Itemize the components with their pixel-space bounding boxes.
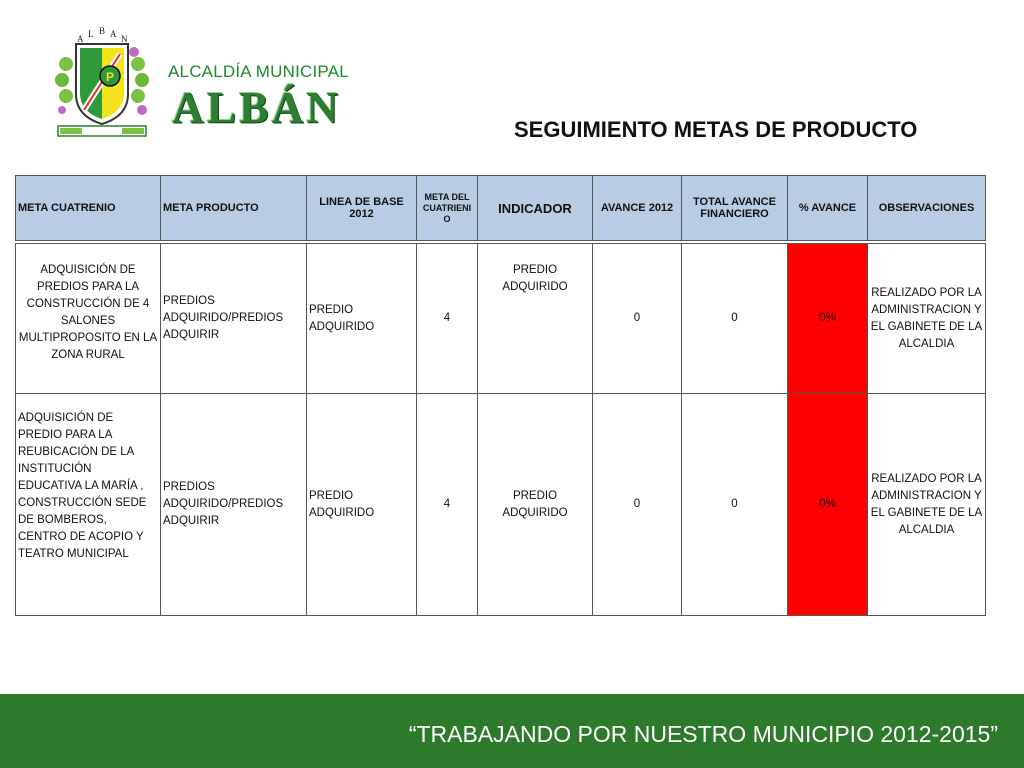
cell-indicador: PREDIO ADQUIRIDO (478, 244, 593, 394)
col-header-pct-avance: % AVANCE (788, 176, 868, 241)
svg-text:P: P (106, 70, 115, 84)
logo-letter: B (99, 26, 106, 36)
cell-meta-cuatrienio: 4 (417, 394, 478, 616)
col-header-meta-producto: META PRODUCTO (161, 176, 307, 241)
footer-bar (0, 694, 1024, 768)
cell-avance: 0 (593, 394, 682, 616)
table-row (16, 244, 986, 394)
cell-total-avance-financiero: 0 (682, 244, 788, 394)
cell-pct-avance: 0% (788, 244, 868, 394)
logo-letter: L (88, 29, 94, 39)
cell-total-avance-financiero: 0 (682, 394, 788, 616)
product-goals-table (15, 175, 986, 616)
cell-meta-producto: PREDIOS ADQUIRIDO/PREDIOS ADQUIRIR (161, 244, 307, 394)
org-name-wordmark: ALBÁN (172, 83, 342, 132)
col-header-total-avance-financiero: TOTAL AVANCE FINANCIERO (682, 176, 788, 241)
cell-pct-avance: 0% (788, 394, 868, 616)
cell-linea-base: PREDIO ADQUIRIDO (307, 394, 417, 616)
cell-meta-cuatrenio: ADQUISICIÓN DE PREDIO PARA LA REUBICACIÓN DE LA INSTITUCIÓN EDUCATIVA LA MARÍA , CONSTRUCCIÓN SEDE DE BOMBEROS, CENTRO DE ACOPIO Y TEATRO MUNICIPAL (16, 394, 161, 616)
cell-meta-cuatrienio: 4 (417, 244, 478, 394)
footer-slogan: “TRABAJANDO POR NUESTRO MUNICIPIO 2012-2015” (408, 721, 998, 747)
col-header-observaciones: OBSERVACIONES (868, 176, 986, 241)
cell-linea-base: PREDIO ADQUIRIDO (307, 244, 417, 394)
logo-letter: N (121, 34, 128, 44)
col-header-indicador: INDICADOR (478, 176, 593, 241)
cell-observaciones: REALIZADO POR LA ADMINISTRACION Y EL GABINETE DE LA ALCALDIA (868, 394, 986, 616)
col-header-meta-cuatrienio: META DEL CUATRIENI O (417, 176, 478, 241)
table-header-row (16, 176, 986, 241)
logo-letter: A (110, 29, 117, 39)
municipal-coat-of-arms-logo (50, 24, 154, 140)
cell-meta-producto: PREDIOS ADQUIRIDO/PREDIOS ADQUIRIR (161, 394, 307, 616)
cell-meta-cuatrenio: ADQUISICIÓN DE PREDIOS PARA LA CONSTRUCCIÓN DE 4 SALONES MULTIPROPOSITO EN LA ZONA RURAL (16, 244, 161, 394)
org-name-line1: ALCALDÍA MUNICIPAL (168, 62, 349, 81)
cell-avance: 0 (593, 244, 682, 394)
page-title: SEGUIMIENTO METAS DE PRODUCTO (514, 117, 918, 142)
table-row (16, 394, 986, 616)
cell-indicador: PREDIO ADQUIRIDO (478, 394, 593, 616)
col-header-avance: AVANCE 2012 (593, 176, 682, 241)
cell-observaciones: REALIZADO POR LA ADMINISTRACION Y EL GABINETE DE LA ALCALDIA (868, 244, 986, 394)
col-header-linea-base: LINEA DE BASE 2012 (307, 176, 417, 241)
col-header-meta-cuatrenio: META CUATRENIO (16, 176, 161, 241)
logo-letter: A (77, 34, 84, 44)
